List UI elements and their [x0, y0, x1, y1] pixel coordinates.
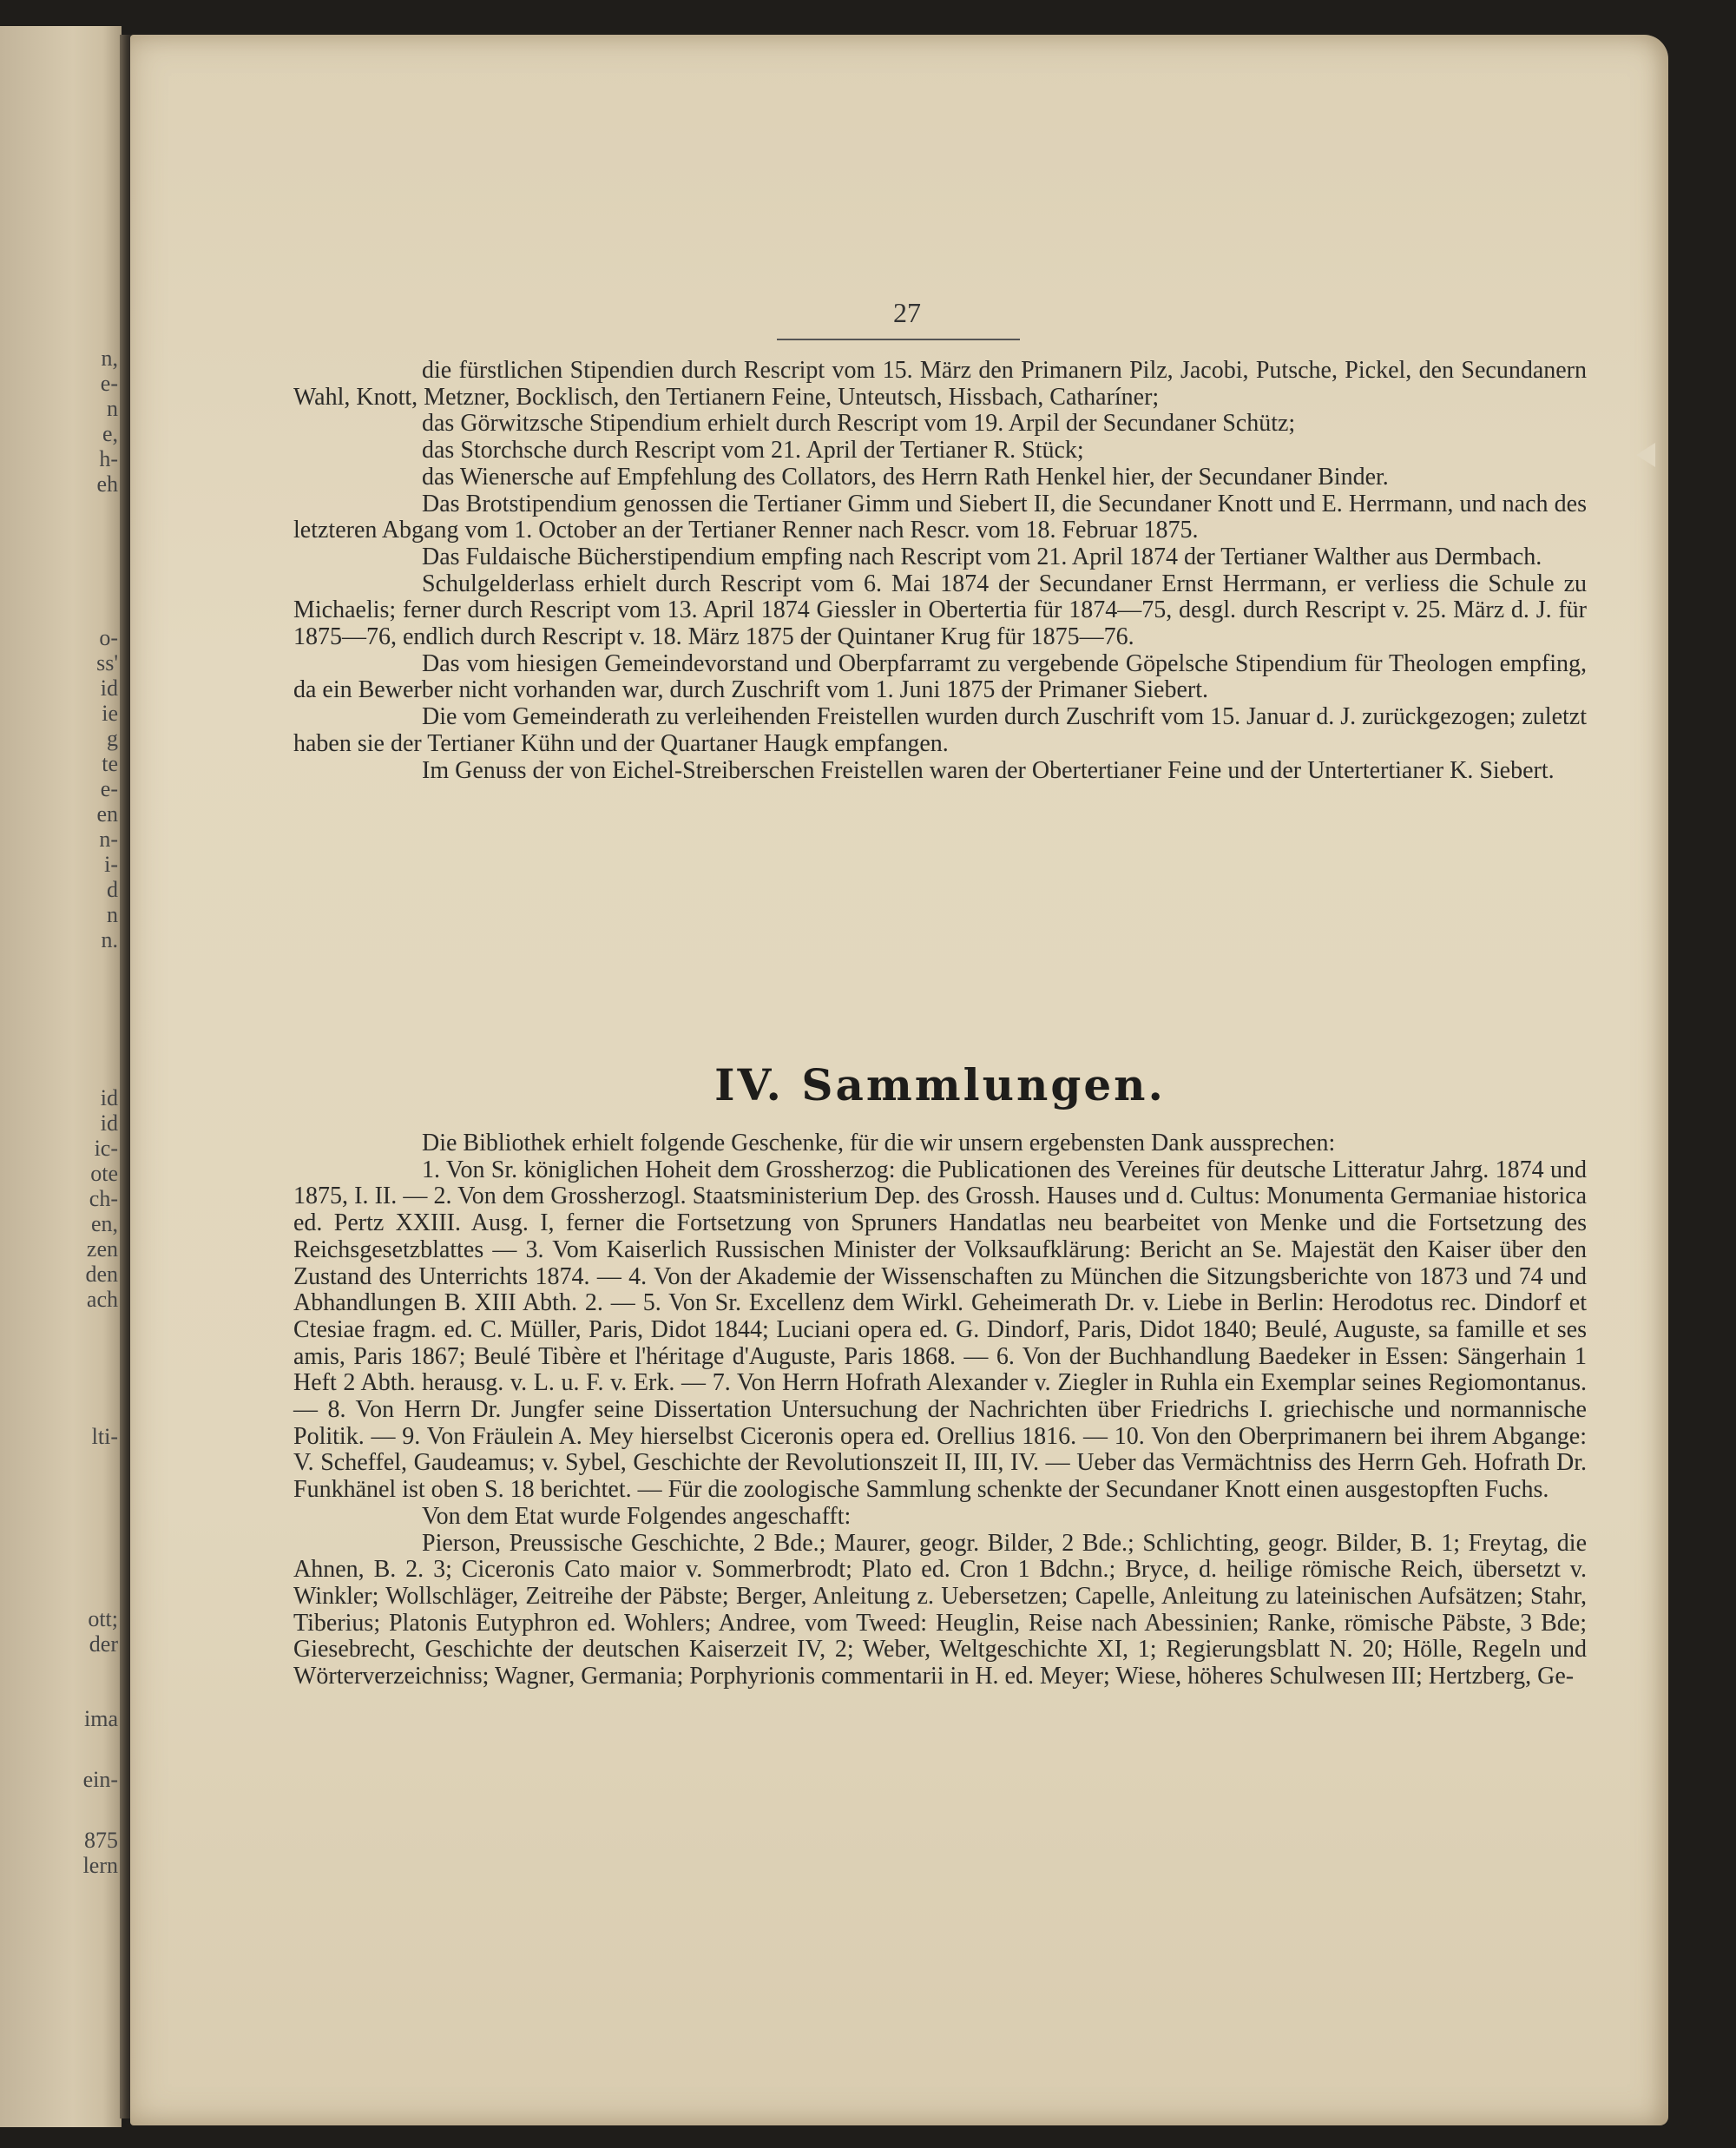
header-rule	[777, 339, 1020, 340]
paragraph: Die Bibliothek erhielt folgende Geschenke, für die wir unsern ergebensten Dank aussprechen:	[422, 1130, 1336, 1156]
margin-fragment: ott; der	[88, 1606, 118, 1657]
text-block-bottom	[293, 1130, 1587, 1690]
paragraph: 1. Von Sr. königlichen Hoheit dem Grossherzog: die Publicationen des Vereines für deutsche Litteratur Jahrg. 1874 und 1875, I. II. — 2. Von dem Grossherzogl. Staatsministerium Dep. des Grossh. Hauses und d. Cultus: Monumenta Germaniae historica ed. Pertz XXIII. Ausg. I, ferner die Fortsetzung von Spruners Handatlas neu bearbeitet von Menke und die Fortsetzung des Reichsgesetzblattes — 3. Vom Kaiserlich Russischen Minister der Volksaufklärung: Bericht an Se. Majestät den Kaiser über den Zustand des Unterrichts 1874. — 4. Von der Akademie der Wissenschaften zu München die Sitzungsberichte von 1873 und 74 und Abhandlungen B. XIII Abth. 2. — 5. Von Sr. Excellenz dem Wirkl. Geheimerath Dr. v. Liebe in Berlin: Herodotus rec. Dindorf et Ctesiae fragm. ed. C. Müller, Paris, Didot 1844; Luciani opera ed. G. Dindorf, Paris, Didot 1840; Beulé, Auguste, sa famille et ses amis, Paris 1867; Beulé Tibère et l'héritage d'Auguste, Paris 1868. — 6. Von der Buchhandlung Baedeker in Essen: Sängerhain 1 Heft 2 Abth. herausg. v. L. u. F. v. Erk. — 7. Von Herrn Hofrath Alexander v. Ziegler in Ruhla ein Exemplar seines Regiomontanus. — 8. Von Herrn Dr. Jungfer seine Dissertation Untersuchung der Nachrichten über Friedrichs I. griechische und normannische Politik. — 9. Von Fräulein A. Mey hierselbst Ciceronis opera ed. Orellius 1816. — 10. Von den Oberprimanern bei ihrem Abgange: V. Scheffel, Gaudeamus; v. Sybel, Geschichte der Revolutionszeit II, III, IV. — Ueber das Vermächtniss des Herrn Geh. Hofrath Dr. Funkhänel ist oben S. 18 berichtet. — Für die zoologische Sammlung schenkte der Secundaner Knott einen ausgestopften Fuchs.	[293, 1156, 1587, 1504]
page-number: 27	[893, 297, 921, 328]
margin-fragment: ein-	[82, 1767, 118, 1792]
paragraph: Von dem Etat wurde Folgendes angeschafft:	[422, 1502, 852, 1530]
previous-page-edge	[0, 26, 122, 2127]
margin-fragment: lti-	[91, 1424, 118, 1449]
page-corner-notch	[1636, 443, 1655, 467]
margin-fragment: n, e- n e, h- eh	[96, 346, 118, 497]
margin-fragment: o- ss' id ie g te e- en n- i- d n n.	[96, 625, 118, 952]
document-page	[130, 35, 1668, 2125]
paragraph: Das Fuldaische Bücherstipendium empfing nach Rescript vom 21. April 1874 der Tertianer Walther aus Dermbach.	[422, 543, 1542, 570]
section-heading: IV. Sammlungen.	[714, 1059, 1166, 1110]
paragraph: die fürstlichen Stipendien durch Rescript vom 15. März den Primanern Pilz, Jacobi, Putsche, Pickel, den Secundanern Wahl, Knott, Metzner, Bocklisch, den Tertianern Feine, Unteutsch, Hissbach, Catharíner;	[293, 357, 1587, 411]
paragraph: Schulgelderlass erhielt durch Rescript vom 6. Mai 1874 der Secundaner Ernst Herrmann, er verliess die Schule zu Michaelis; ferner durch Rescript vom 13. April 1874 Giessler in Obertertia für 1874—75, desgl. durch Rescript v. 25. März d. J. für 1875—76, endlich durch Rescript v. 18. März 1875 der Quintaner Krug für 1875—76.	[293, 570, 1587, 651]
paragraph: das Görwitzsche Stipendium erhielt durch Rescript vom 19. Arpil der Secundaner Schütz;	[422, 410, 1296, 438]
margin-fragment: id id ic- ote ch- en, zen den ach	[85, 1085, 118, 1312]
margin-fragment: ima	[84, 1706, 118, 1731]
paragraph: Die vom Gemeinderath zu verleihenden Freistellen wurden durch Zuschrift vom 15. Januar d. J. zurückgezogen; zuletzt haben sie der Tertianer Kühn und der Quartaner Haugk empfangen.	[293, 703, 1587, 757]
paragraph: Im Genuss der von Eichel-Streiberschen Freistellen waren der Obertertianer Feine und der Untertertianer K. Siebert.	[422, 756, 1555, 784]
paragraph: Das Brotstipendium genossen die Tertianer Gimm und Siebert II, die Secundaner Knott und E. Herrmann, und nach des letzteren Abgang vom 1. October an der Tertianer Renner nach Rescr. vom 18. Februar 1875.	[293, 490, 1587, 544]
paragraph: Das vom hiesigen Gemeindevorstand und Oberpfarramt zu vergebende Göpelsche Stipendium für Theologen empfing, da ein Bewerber nicht vorhanden war, durch Zuschrift vom 1. Juni 1875 der Primaner Siebert.	[293, 649, 1587, 704]
paragraph: das Storchsche durch Rescript vom 21. April der Tertianer R. Stück;	[422, 437, 1084, 465]
paragraph: das Wienersche auf Empfehlung des Collators, des Herrn Rath Henkel hier, der Secundaner Binder.	[422, 463, 1389, 491]
text-block-top	[293, 358, 1587, 784]
paragraph: Pierson, Preussische Geschichte, 2 Bde.; Maurer, geogr. Bilder, 2 Bde.; Schlichting, geogr. Bilder, B. 1; Freytag, die Ahnen, B. 2. 3; Ciceronis Cato maior v. Sommerbrodt; Plato ed. Cron 1 Bdchn.; Bryce, d. heilige römische Reich, übersetzt v. Winkler; Wollschläger, Zeitreihe der Päbste; Berger, Anleitung z. Uebersetzen; Capelle, Anleitung zu lateinischen Aufsätzen; Stahr, Tiberius; Platonis Eutyphron ed. Wohlers; Andree, vom Tweed: Heuglin, Reise nach Abessinien; Ranke, römische Päbste, 3 Bde; Giesebrecht, Geschichte der deutschen Kaiserzeit IV, 2; Weber, Weltgeschichte XI, 1; Regierungsblatt N. 20; Hölle, Regeln und Wörterverzeichniss; Wagner, Germania; Porphyrionis commentarii in H. ed. Meyer; Wiese, höheres Schulwesen III; Hertzberg, Ge-	[293, 1529, 1587, 1690]
margin-fragment: 875 lern	[82, 1828, 118, 1878]
